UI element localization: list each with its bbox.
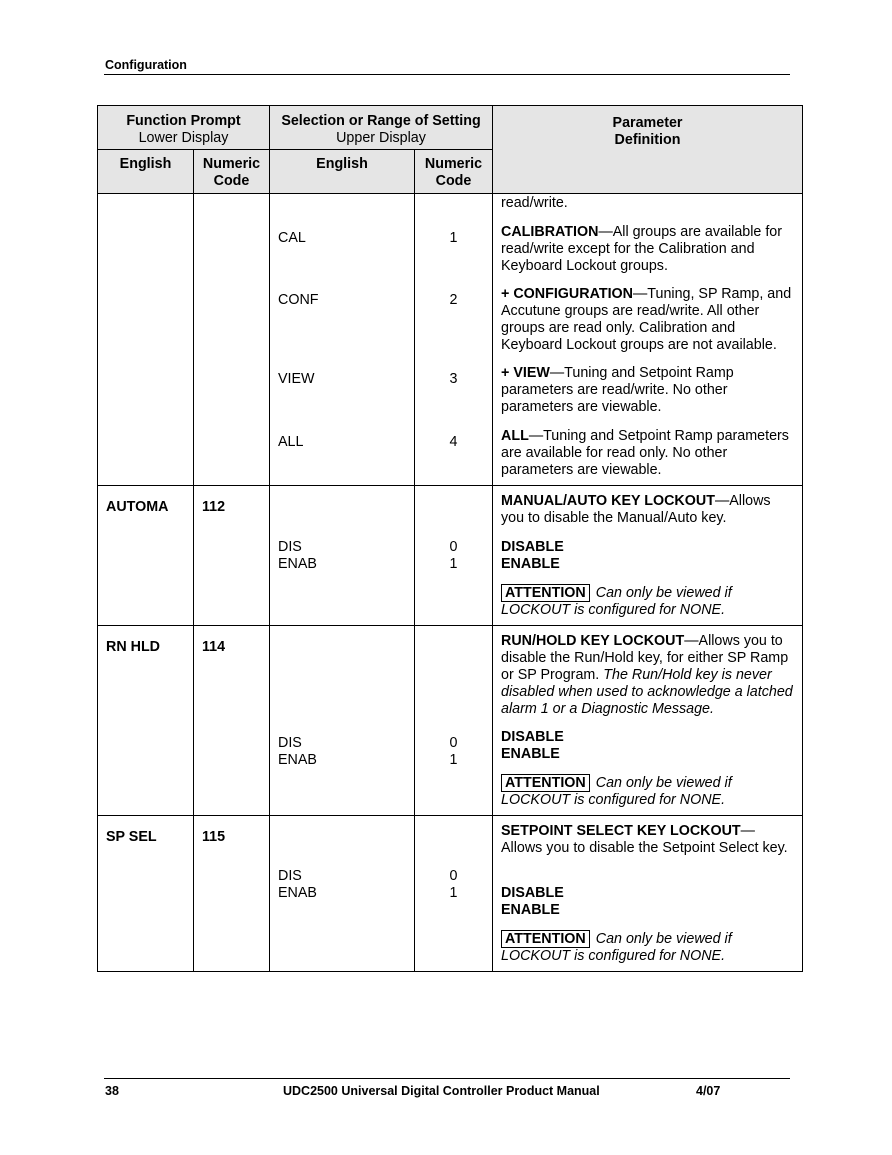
prompt-code: 112 xyxy=(202,499,226,515)
option-label: DISABLE xyxy=(501,885,564,901)
definition-text: MANUAL/AUTO KEY LOCKOUT—Allows you to disable the Manual/Auto key. xyxy=(501,493,771,526)
prompt-en: RN HLD xyxy=(106,639,161,655)
table-row xyxy=(98,194,803,486)
selection-num: 1 xyxy=(449,556,458,572)
selection-en: CONF xyxy=(278,292,319,308)
english-prompt-header: English xyxy=(98,150,194,194)
definition-text: + CONFIGURATION—Tuning, SP Ramp, and Accutune groups are read/write. All other groups are read only. Calibration and Keyboard Lockout groups are not available. xyxy=(501,286,792,353)
section-title: Configuration xyxy=(105,58,187,72)
selection-label: Selection or Range of Setting xyxy=(281,113,481,129)
selection-num: 2 xyxy=(449,292,458,308)
option-label: DISABLE xyxy=(501,729,564,745)
option-label: ENABLE xyxy=(501,746,560,762)
footer-rule xyxy=(104,1078,790,1079)
function-prompt-header xyxy=(98,106,270,150)
attention-badge: ATTENTION xyxy=(501,774,590,792)
selection-num: 1 xyxy=(449,885,458,901)
prompt-en: AUTOMA xyxy=(106,499,169,515)
selection-num: 0 xyxy=(449,868,458,884)
page-number: 38 xyxy=(105,1084,119,1098)
option-label: DISABLE xyxy=(501,539,564,555)
function-prompt-label: Function Prompt xyxy=(126,113,241,129)
prompt-en: SP SEL xyxy=(106,829,157,845)
selection-num: 3 xyxy=(449,371,458,387)
table-row xyxy=(98,486,803,626)
numeric-code-prompt-header: Numeric Code xyxy=(194,150,270,194)
selection-en: DIS xyxy=(278,735,302,751)
table-row xyxy=(98,626,803,816)
numeric-code-selection-header: Numeric Code xyxy=(415,150,493,194)
selection-num: 1 xyxy=(449,230,458,246)
parameter-definition-header xyxy=(493,106,803,194)
parameter-label: Parameter xyxy=(612,115,683,131)
selection-num: 1 xyxy=(449,752,458,768)
prompt-code: 114 xyxy=(202,639,226,655)
prompt-code: 115 xyxy=(202,829,226,845)
manual-title: UDC2500 Universal Digital Controller Product Manual xyxy=(283,1084,600,1098)
definition-text: ALL—Tuning and Setpoint Ramp parameters are available for read only. No other parameters are viewable. xyxy=(501,428,789,478)
english-selection-header: English xyxy=(270,150,415,194)
selection-en: DIS xyxy=(278,539,302,555)
attention-note: ATTENTION Can only be viewed if LOCKOUT is configured for NONE. xyxy=(501,585,732,618)
parameter-table xyxy=(97,105,803,972)
definition-continuation: read/write. xyxy=(501,195,568,211)
definition-text: SETPOINT SELECT KEY LOCKOUT—Allows you to disable the Setpoint Select key. xyxy=(501,823,788,856)
option-label: ENABLE xyxy=(501,556,560,572)
selection-en: VIEW xyxy=(278,371,315,387)
selection-en: ENAB xyxy=(278,556,317,572)
selection-header xyxy=(270,106,493,150)
lower-display-label: Lower Display xyxy=(138,130,229,146)
definition-text: CALIBRATION—All groups are available for read/write except for the Calibration and Keyboard Lockout groups. xyxy=(501,224,783,274)
table-row xyxy=(98,816,803,972)
header-rule xyxy=(104,74,790,75)
selection-en: DIS xyxy=(278,868,302,884)
publication-date: 4/07 xyxy=(696,1084,721,1098)
attention-note: ATTENTION Can only be viewed if LOCKOUT is configured for NONE. xyxy=(501,931,732,964)
option-label: ENABLE xyxy=(501,902,560,918)
selection-en: ENAB xyxy=(278,885,317,901)
definition-text: RUN/HOLD KEY LOCKOUT—Allows you to disable the Run/Hold key, for either SP Ramp or SP Program. The Run/Hold key is never disabled when used to acknowledge a latched alarm 1 or a Diagnostic Message. xyxy=(501,633,793,717)
selection-en: ALL xyxy=(278,434,304,450)
selection-num: 0 xyxy=(449,539,458,555)
attention-note: ATTENTION Can only be viewed if LOCKOUT is configured for NONE. xyxy=(501,775,732,808)
definition-text: + VIEW—Tuning and Setpoint Ramp parameters are read/write. No other parameters are viewable. xyxy=(501,365,734,415)
selection-en: ENAB xyxy=(278,752,317,768)
selection-en: CAL xyxy=(278,230,306,246)
attention-badge: ATTENTION xyxy=(501,584,590,602)
selection-num: 0 xyxy=(449,735,458,751)
upper-display-label: Upper Display xyxy=(336,130,426,146)
definition-label: Definition xyxy=(614,132,681,148)
selection-num: 4 xyxy=(449,434,458,450)
attention-badge: ATTENTION xyxy=(501,930,590,948)
